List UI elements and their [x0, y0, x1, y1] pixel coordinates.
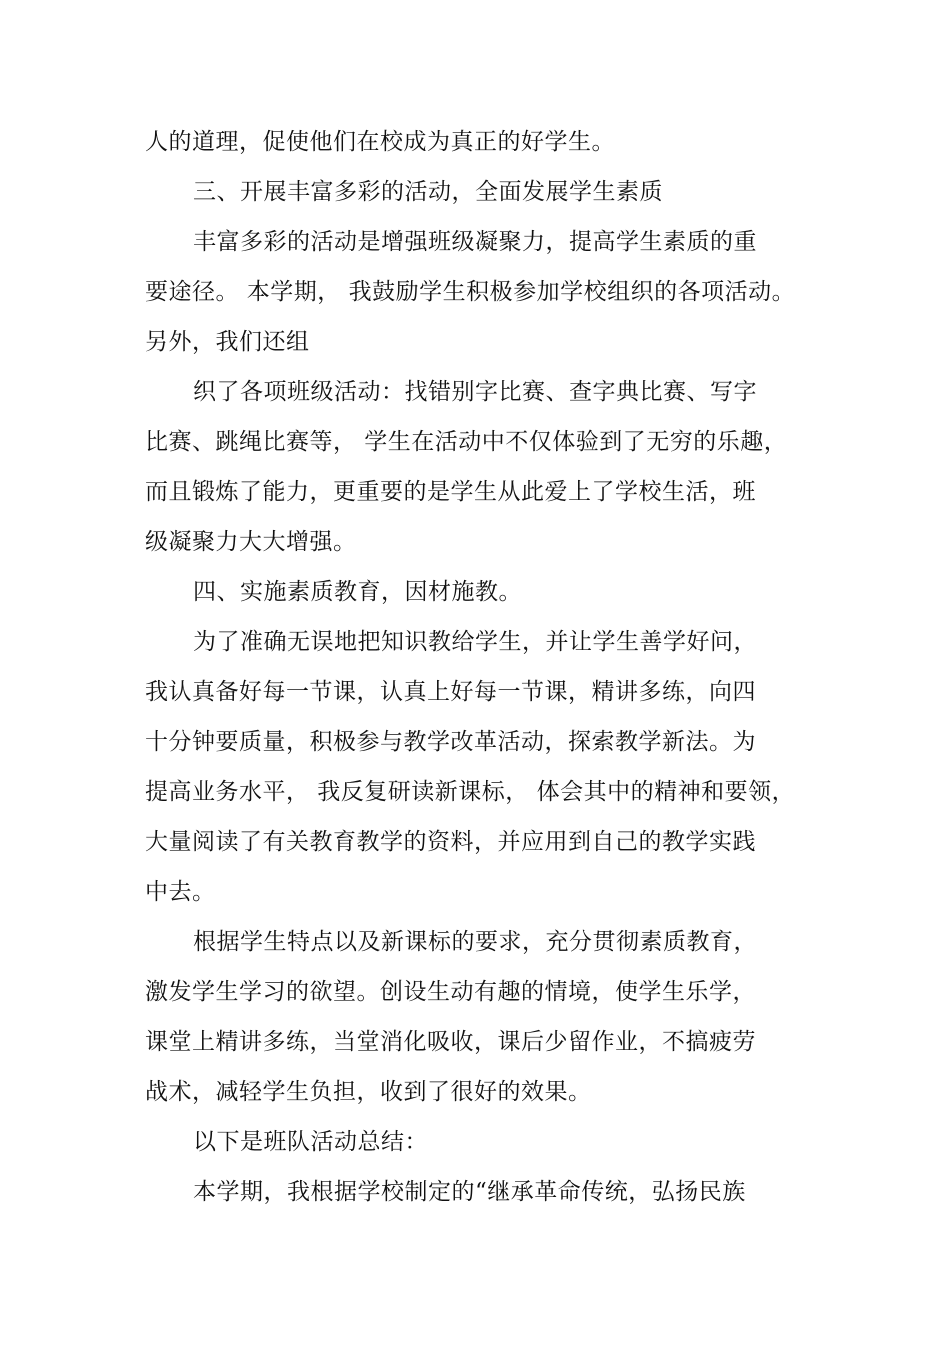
text-line: 另外，我们还组: [145, 329, 310, 355]
text-line: 中去。: [145, 879, 216, 905]
text-line: 以下是班队活动总结：: [193, 1129, 428, 1155]
text-line: 课堂上精讲多练，当堂消化吸收，课后少留作业，不搞疲劳: [145, 1029, 756, 1055]
text-line: 根据学生特点以及新课标的要求，充分贯彻素质教育，: [193, 929, 757, 955]
text-line: 级凝聚力大大增强。: [145, 529, 357, 555]
text-line: 比赛、跳绳比赛等， 学生在活动中不仅体验到了无穷的乐趣，: [145, 429, 788, 455]
text-line: 而且锻炼了能力，更重要的是学生从此爱上了学校生活，班: [145, 479, 756, 505]
section-heading: 四、实施素质教育，因材施教。: [193, 579, 522, 605]
text-line: 丰富多彩的活动是增强班级凝聚力，提高学生素质的重: [193, 229, 757, 255]
text-line: 战术，减轻学生负担，收到了很好的效果。: [145, 1079, 592, 1105]
text-line: 激发学生学习的欲望。创设生动有趣的情境，使学生乐学，: [145, 979, 756, 1005]
text-line: 人的道理，促使他们在校成为真正的好学生。: [145, 129, 615, 155]
text-line: 要途径。 本学期， 我鼓励学生积极参加学校组织的各项活动。: [145, 279, 796, 305]
text-line: 大量阅读了有关教育教学的资料，并应用到自己的教学实践: [145, 829, 756, 855]
text-line: 为了准确无误地把知识教给学生，并让学生善学好问，: [193, 629, 757, 655]
section-heading: 三、开展丰富多彩的活动，全面发展学生素质: [193, 179, 663, 205]
text-line: 提高业务水平， 我反复研读新课标， 体会其中的精神和要领，: [145, 779, 796, 805]
text-line: 织了各项班级活动：找错别字比赛、查字典比赛、写字: [193, 379, 757, 405]
text-line: 本学期，我根据学校制定的“继承革命传统，弘扬民族: [193, 1179, 746, 1205]
text-line: 十分钟要质量，积极参与教学改革活动，探索教学新法。为: [145, 729, 756, 755]
text-line: 我认真备好每一节课，认真上好每一节课，精讲多练，向四: [145, 679, 756, 705]
